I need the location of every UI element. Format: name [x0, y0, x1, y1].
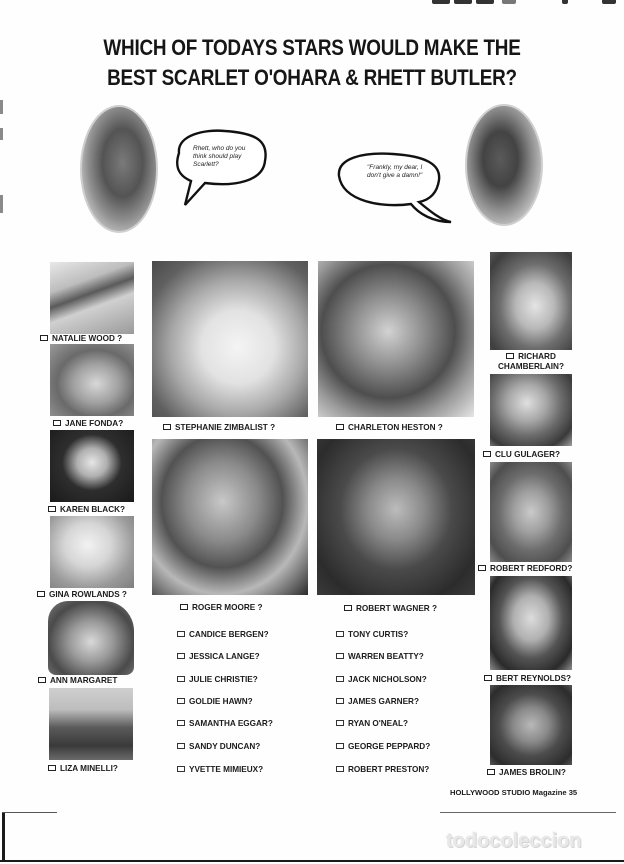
checkbox-icon[interactable]	[336, 676, 344, 682]
checkbox-icon[interactable]	[37, 591, 45, 597]
photo-bert-reynolds	[490, 576, 572, 670]
watermark-logo: todocoleccion	[446, 830, 582, 852]
checkbox-icon[interactable]	[336, 743, 344, 749]
checkbox-icon[interactable]	[483, 451, 491, 457]
footer-divider	[440, 812, 616, 813]
checkbox-icon[interactable]	[40, 335, 48, 341]
photo-james-brolin	[490, 685, 572, 765]
checkbox-james-garner[interactable]: JAMES GARNER?	[336, 697, 419, 706]
checkbox-icon[interactable]	[506, 353, 514, 359]
checkbox-james-brolin[interactable]: JAMES BROLIN?	[487, 768, 566, 778]
checkbox-charleton-heston[interactable]: CHARLETON HESTON ?	[336, 423, 443, 433]
checkbox-icon[interactable]	[48, 765, 56, 771]
top-cutoff-header	[432, 0, 622, 4]
checkbox-robert-preston[interactable]: ROBERT PRESTON?	[336, 765, 429, 774]
checkbox-icon[interactable]	[177, 698, 185, 704]
checkbox-stephanie-zimbalist[interactable]: STEPHANIE ZIMBALIST ?	[163, 423, 275, 433]
checkbox-icon[interactable]	[336, 424, 344, 430]
scarlett-oval-portrait	[80, 105, 158, 233]
checkbox-candice-bergen[interactable]: CANDICE BERGEN?	[177, 630, 269, 639]
checkbox-icon[interactable]	[180, 604, 188, 610]
rhett-bubble-text: "Frankly, my dear, I don't give a damn!"	[367, 164, 423, 179]
photo-karen-black	[50, 430, 134, 502]
checkbox-icon[interactable]	[177, 631, 185, 637]
rhett-oval-portrait	[465, 104, 543, 226]
photo-liza-minelli	[49, 688, 133, 760]
checkbox-goldie-hawn[interactable]: GOLDIE HAWN?	[177, 697, 253, 706]
checkbox-roger-moore[interactable]: ROGER MOORE ?	[180, 603, 263, 613]
checkbox-samantha-eggar[interactable]: SAMANTHA EGGAR?	[177, 719, 273, 728]
checkbox-icon[interactable]	[163, 424, 171, 430]
checkbox-icon[interactable]	[177, 743, 185, 749]
page-edge-mark	[2, 812, 5, 862]
checkbox-icon[interactable]	[487, 769, 495, 775]
speech-bubble-icon	[333, 150, 455, 225]
checkbox-robert-redford[interactable]: ROBERT REDFORD?	[478, 564, 572, 574]
checkbox-karen-black[interactable]: KAREN BLACK?	[48, 505, 125, 515]
checkbox-icon[interactable]	[38, 677, 46, 683]
checkbox-ann-margaret[interactable]: ANN MARGARET	[38, 676, 117, 686]
page-headline	[44, 33, 581, 93]
photo-robert-wagner	[317, 439, 475, 595]
checkbox-icon[interactable]	[177, 676, 185, 682]
checkbox-bert-reynolds[interactable]: BERT REYNOLDS?	[484, 674, 571, 684]
checkbox-icon[interactable]	[344, 605, 352, 611]
checkbox-icon[interactable]	[177, 720, 185, 726]
checkbox-robert-wagner[interactable]: ROBERT WAGNER ?	[344, 604, 437, 614]
checkbox-gina-rowlands[interactable]: GINA ROWLANDS ?	[37, 590, 127, 600]
bottom-border	[0, 860, 624, 862]
checkbox-icon[interactable]	[336, 698, 344, 704]
checkbox-warren-beatty[interactable]: WARREN BEATTY?	[336, 652, 424, 661]
checkbox-natalie-wood[interactable]: NATALIE WOOD ?	[40, 334, 122, 344]
rhett-speech-bubble	[333, 150, 455, 225]
checkbox-sandy-duncan[interactable]: SANDY DUNCAN?	[177, 742, 260, 751]
photo-richard-chamberlain	[490, 252, 572, 350]
photo-charleton-heston	[318, 261, 474, 417]
headline-line-1: WHICH OF TODAYS STARS WOULD MAKE THE	[103, 35, 521, 60]
checkbox-liza-minelli[interactable]: LIZA MINELLI?	[48, 764, 118, 774]
checkbox-jessica-lange[interactable]: JESSICA LANGE?	[177, 652, 260, 661]
photo-natalie-wood	[50, 262, 134, 334]
photo-roger-moore	[152, 439, 308, 595]
photo-robert-redford	[490, 462, 572, 562]
checkbox-icon[interactable]	[336, 631, 344, 637]
checkbox-icon[interactable]	[484, 675, 492, 681]
magazine-footer: HOLLYWOOD STUDIO Magazine 35	[450, 788, 578, 797]
headline-line-2: BEST SCARLET O'OHARA & RHETT BUTLER?	[107, 65, 517, 90]
checkbox-tony-curtis[interactable]: TONY CURTIS?	[336, 630, 408, 639]
checkbox-julie-christie[interactable]: JULIE CHRISTIE?	[177, 675, 258, 684]
photo-clu-gulager	[490, 374, 572, 446]
checkbox-icon[interactable]	[53, 420, 61, 426]
checkbox-icon[interactable]	[48, 506, 56, 512]
checkbox-icon[interactable]	[336, 720, 344, 726]
checkbox-george-peppard[interactable]: GEORGE PEPPARD?	[336, 742, 430, 751]
checkbox-richard-chamberlain[interactable]: RICHARD CHAMBERLAIN?	[498, 352, 564, 371]
checkbox-icon[interactable]	[177, 766, 185, 772]
checkbox-jane-fonda[interactable]: JANE FONDA?	[53, 419, 123, 429]
checkbox-icon[interactable]	[336, 766, 344, 772]
checkbox-icon[interactable]	[177, 653, 185, 659]
checkbox-jack-nicholson[interactable]: JACK NICHOLSON?	[336, 675, 427, 684]
photo-stephanie-zimbalist	[152, 261, 308, 417]
checkbox-icon[interactable]	[336, 653, 344, 659]
checkbox-yvette-mimieux[interactable]: YVETTE MIMIEUX?	[177, 765, 263, 774]
page-edge-mark-top	[2, 812, 57, 813]
checkbox-icon[interactable]	[478, 565, 486, 571]
checkbox-ryan-oneal[interactable]: RYAN O'NEAL?	[336, 719, 408, 728]
scarlett-bubble-text: Rhett, who do you think should play Scarlett?	[193, 145, 246, 168]
scarlett-speech-bubble	[165, 125, 270, 210]
photo-jane-fonda	[50, 344, 134, 416]
photo-ann-margaret	[48, 601, 134, 675]
photo-gina-rowlands	[50, 516, 134, 588]
checkbox-clu-gulager[interactable]: CLU GULAGER?	[483, 450, 560, 460]
